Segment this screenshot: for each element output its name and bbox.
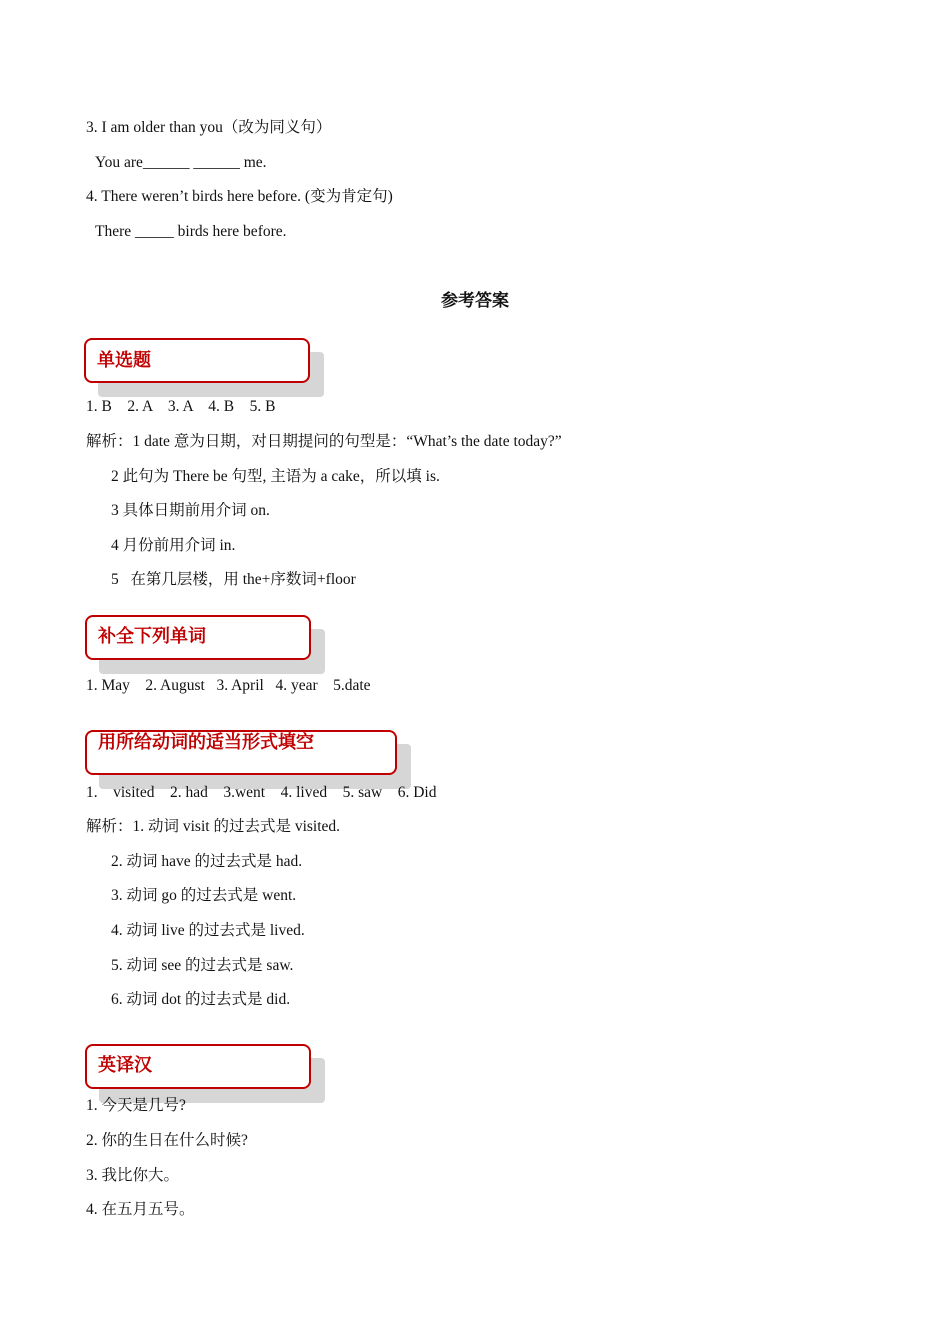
explanation-item: 3. 动词 go 的过去式是 went.	[111, 887, 297, 904]
translation-answer: 1. 今天是几号?	[86, 1097, 186, 1114]
section-answers: 1. B 2. A 3. A 4. B 5. B	[86, 398, 276, 415]
translation-answer: 4. 在五月五号。	[86, 1201, 195, 1218]
exercise-answer-line-3: You are______ ______ me.	[95, 154, 267, 171]
explanation-intro: 解析：1. 动词 visit 的过去式是 visited.	[86, 818, 341, 835]
explanation-intro: 解析：1 date 意为日期，对日期提问的句型是：“What’s the date today?”	[86, 433, 562, 450]
translation-answer: 3. 我比你大。	[86, 1167, 180, 1184]
explanation-item: 6. 动词 dot 的过去式是 did.	[111, 991, 291, 1008]
answer-key-title: 参考答案	[441, 291, 509, 311]
exercise-question-4: 4. There weren’t birds here before. (变为肯定句)	[86, 188, 393, 205]
explanation-item: 2. 动词 have 的过去式是 had.	[111, 853, 303, 870]
section-heading: 英译汉	[98, 1055, 152, 1076]
explanation-item: 5 在第几层楼，用 the+序数词+floor	[111, 571, 356, 588]
explanation-item: 4 月份前用介词 in.	[111, 537, 236, 554]
explanation-item: 5. 动词 see 的过去式是 saw.	[111, 957, 294, 974]
section-heading: 单选题	[97, 350, 151, 371]
exercise-question-3: 3. I am older than you（改为同义句）	[86, 119, 332, 136]
section-answers: 1. visited 2. had 3.went 4. lived 5. saw 6. Did	[86, 784, 437, 801]
explanation-item: 3 具体日期前用介词 on.	[111, 502, 270, 519]
explanation-item: 4. 动词 live 的过去式是 lived.	[111, 922, 305, 939]
translation-answer: 2. 你的生日在什么时候?	[86, 1132, 248, 1149]
explanation-item: 2 此句为 There be 句型, 主语为 a cake，所以填 is.	[111, 468, 440, 485]
exercise-answer-line-4: There _____ birds here before.	[95, 223, 287, 240]
section-heading: 补全下列单词	[98, 626, 206, 647]
section-heading: 用所给动词的适当形式填空	[98, 732, 314, 753]
section-answers: 1. May 2. August 3. April 4. year 5.date	[86, 677, 371, 694]
